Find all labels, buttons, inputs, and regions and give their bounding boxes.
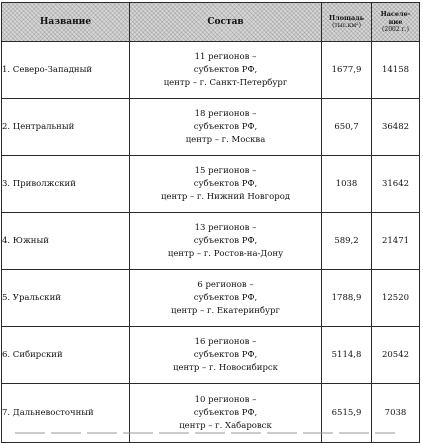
district-population-cell: 20542: [372, 327, 420, 384]
column-header-population: [372, 3, 420, 42]
composition-line-subjects: субъектов РФ,: [193, 121, 258, 132]
district-population-cell: 7038: [372, 384, 420, 443]
district-population-cell: 21471: [372, 213, 420, 270]
district-composition-cell: [130, 42, 322, 99]
population-header-year: (2002 г.): [382, 26, 409, 33]
district-population-cell: 36482: [372, 99, 420, 156]
district-area-cell: 1677,9: [322, 42, 372, 99]
district-composition-cell: [130, 156, 322, 213]
district-name-cell: 5. Уральский: [2, 270, 130, 327]
composition-line-center: центр – г. Нижний Новгород: [160, 191, 291, 202]
district-area-cell: 1788,9: [322, 270, 372, 327]
district-name-cell: 7. Дальневосточный: [2, 384, 130, 443]
district-name-cell: 2. Центральный: [2, 99, 130, 156]
table-row: [2, 213, 420, 270]
district-population-cell: 14158: [372, 42, 420, 99]
composition-line-subjects: субъектов РФ,: [193, 64, 258, 75]
district-area-cell: 589,2: [322, 213, 372, 270]
composition-line-subjects: субъектов РФ,: [193, 292, 258, 303]
composition-line-center: центр – г. Хабаровск: [179, 420, 272, 431]
district-population-cell: 12520: [372, 270, 420, 327]
composition-line-regions: 16 регионов –: [194, 336, 257, 347]
district-area-cell: 6515,9: [322, 384, 372, 443]
table-row: [2, 156, 420, 213]
district-population-cell: 31642: [372, 156, 420, 213]
district-name-cell: 1. Северо-Западный: [2, 42, 130, 99]
column-header-name: Название: [2, 3, 130, 42]
district-composition-cell: [130, 213, 322, 270]
district-area-cell: 5114,8: [322, 327, 372, 384]
composition-line-center: центр – г. Москва: [185, 134, 266, 145]
composition-line-regions: 11 регионов –: [194, 51, 257, 62]
district-name-cell: 6. Сибирский: [2, 327, 130, 384]
header-row: [2, 3, 420, 42]
composition-line-center: центр – г. Санкт-Петербург: [163, 77, 288, 88]
composition-line-subjects: субъектов РФ,: [193, 407, 258, 418]
district-composition-cell: [130, 327, 322, 384]
table-row: [2, 42, 420, 99]
composition-line-regions: 6 регионов –: [197, 279, 254, 290]
composition-line-center: центр – г. Новосибирск: [173, 362, 278, 373]
area-header-label: Площадь: [328, 14, 365, 22]
composition-line-subjects: субъектов РФ,: [193, 235, 258, 246]
district-composition-cell: [130, 270, 322, 327]
district-composition-cell: [130, 99, 322, 156]
table-row: [2, 270, 420, 327]
population-header-label-1: Населе-: [380, 10, 411, 18]
column-header-area: [322, 3, 372, 42]
area-header-unit: (тыс.км²): [332, 22, 361, 29]
composition-line-center: центр – г. Екатеринбург: [171, 305, 280, 316]
composition-line-regions: 13 регионов –: [194, 222, 257, 233]
composition-line-regions: 15 регионов –: [194, 165, 257, 176]
composition-line-subjects: субъектов РФ,: [193, 349, 258, 360]
table-row: [2, 327, 420, 384]
table-header: [2, 3, 420, 42]
composition-line-regions: 18 регионов –: [194, 108, 257, 119]
district-area-cell: 1038: [322, 156, 372, 213]
bottom-text-fragment: [15, 432, 395, 434]
district-name-cell: 3. Приволжский: [2, 156, 130, 213]
table-row: [2, 99, 420, 156]
federal-districts-table: [1, 2, 420, 443]
document-page: [1, 0, 421, 440]
table-body: [2, 42, 420, 443]
composition-line-regions: 10 регионов –: [194, 394, 257, 405]
district-name-cell: 4. Южный: [2, 213, 130, 270]
column-header-composition: Состав: [130, 3, 322, 42]
composition-line-center: центр – г. Ростов-на-Дону: [167, 248, 284, 259]
population-header-label-2: ние: [388, 18, 403, 26]
composition-line-subjects: субъектов РФ,: [193, 178, 258, 189]
district-area-cell: 650,7: [322, 99, 372, 156]
